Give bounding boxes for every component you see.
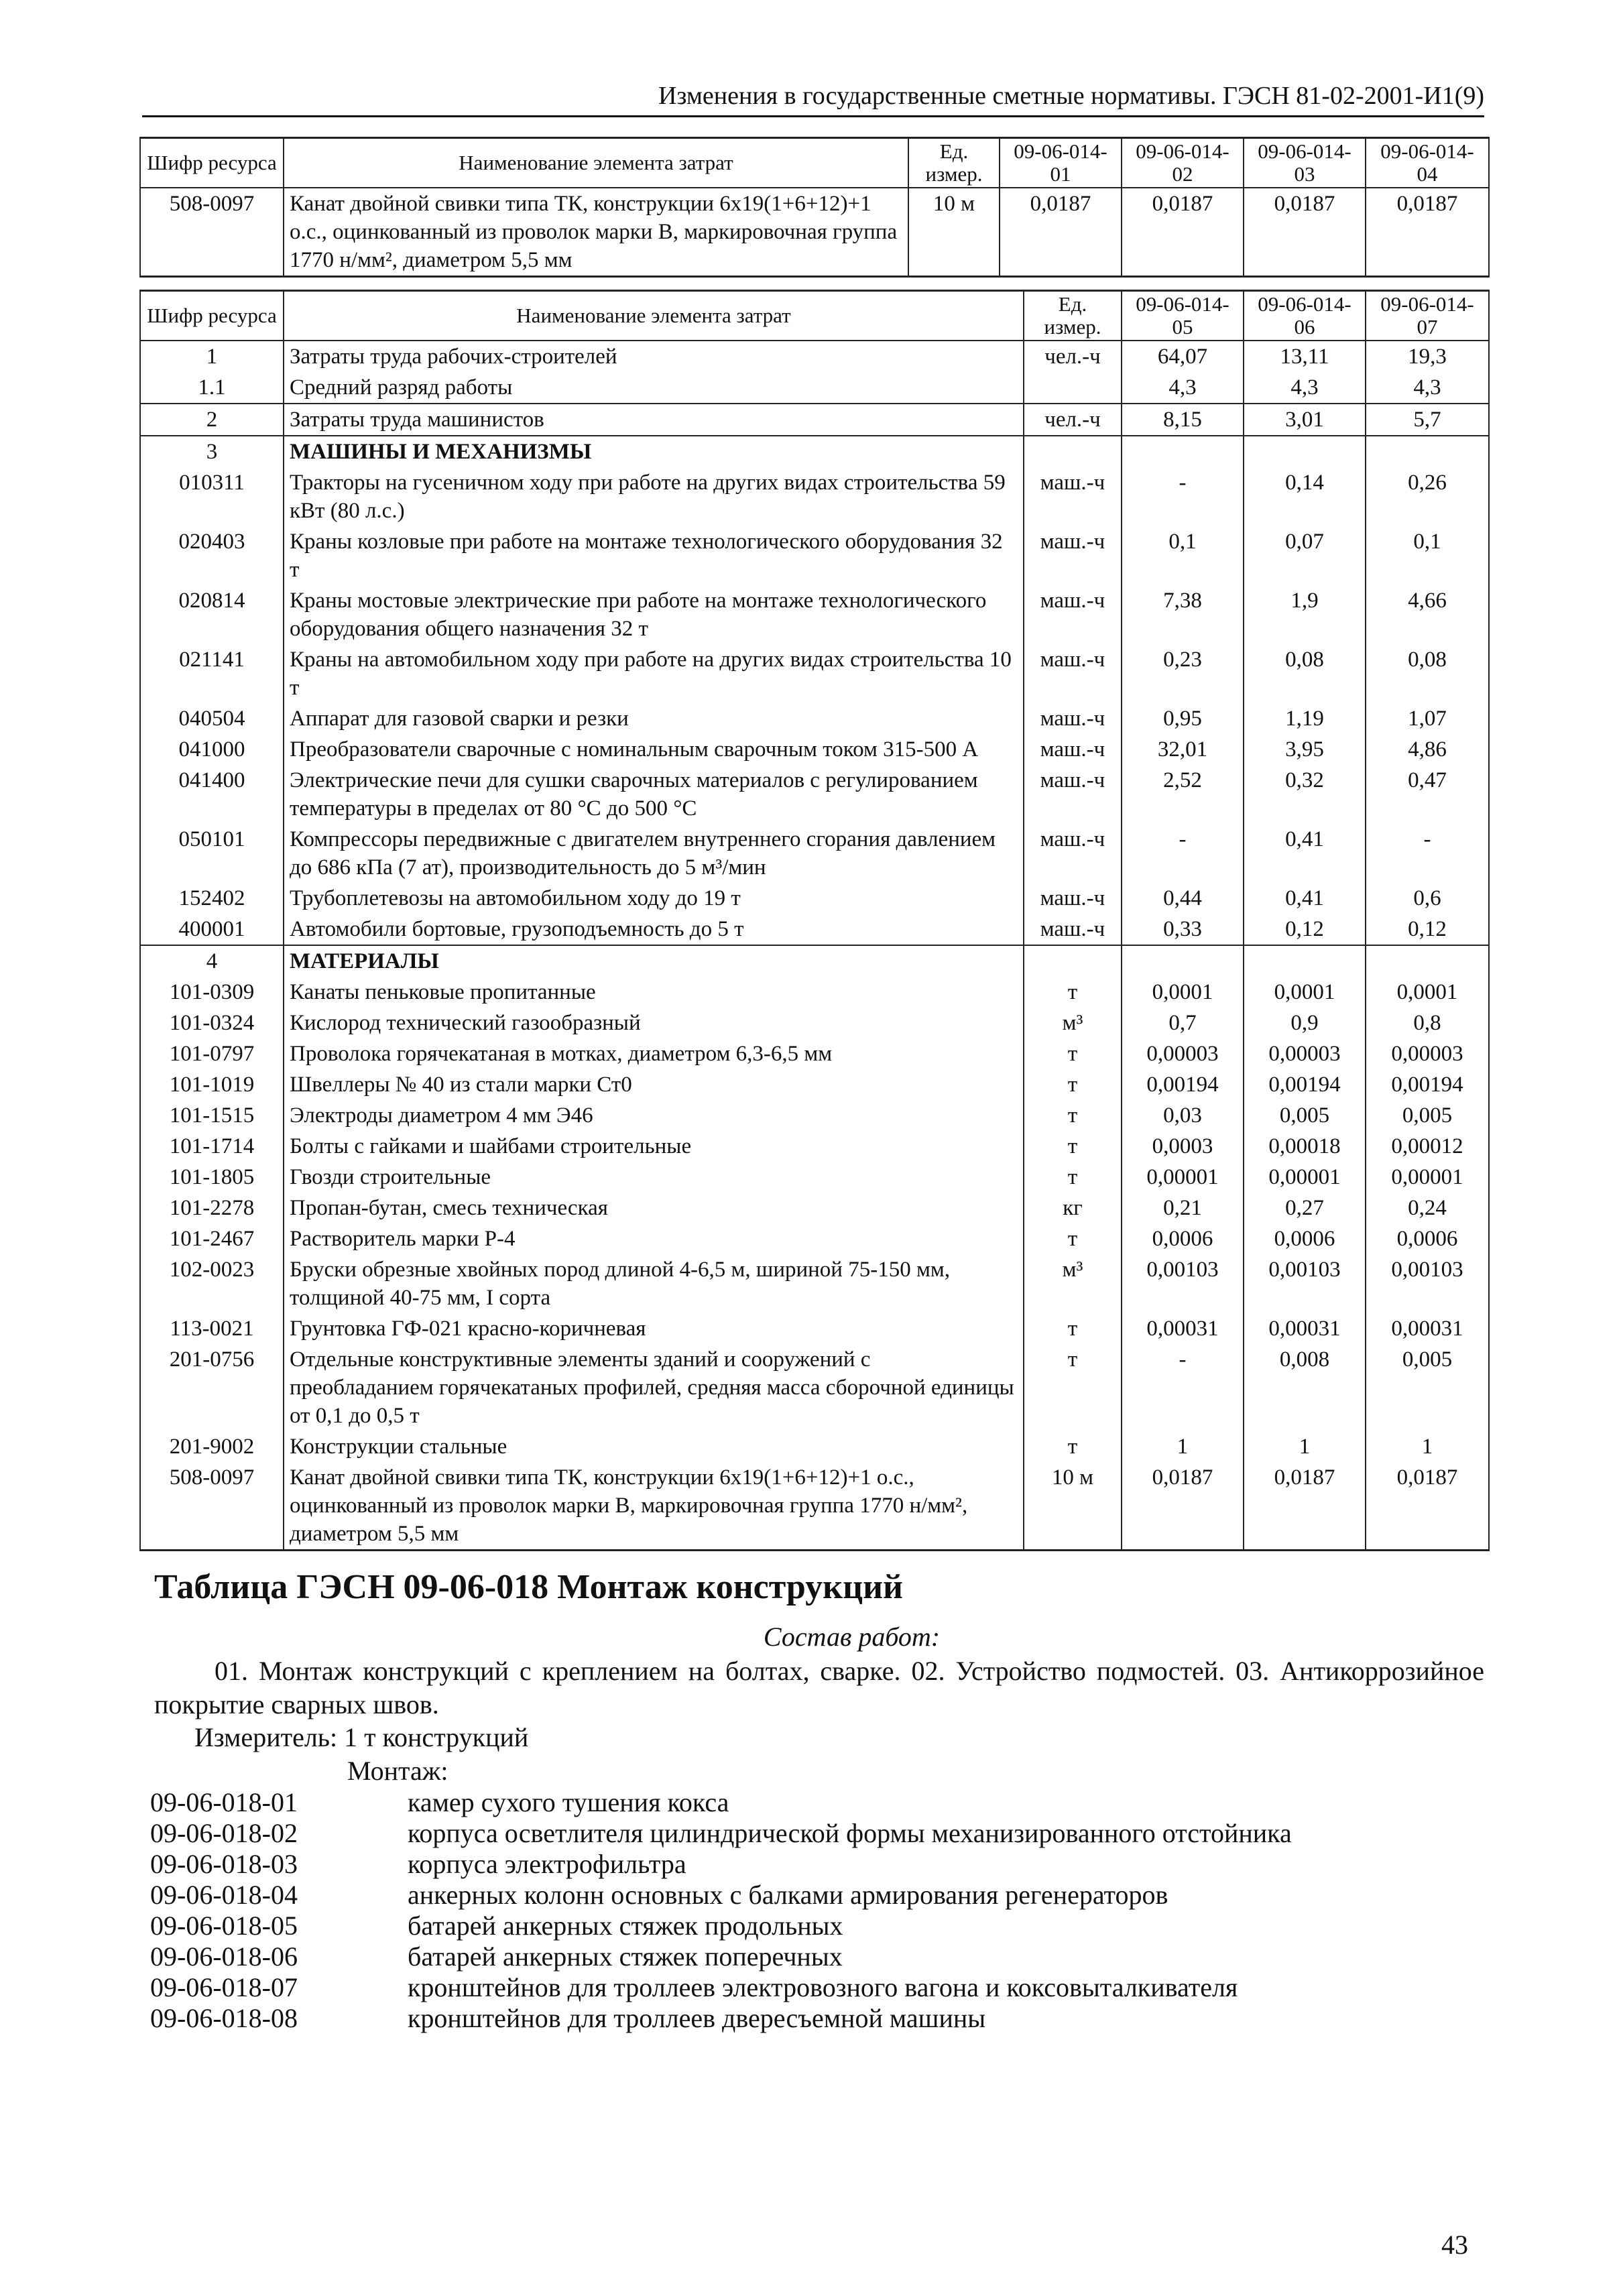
cell-unit: маш.-ч	[1024, 644, 1122, 703]
cell-unit: маш.-ч	[1024, 526, 1122, 585]
table-row	[140, 1431, 1489, 1462]
list-item	[150, 2003, 1292, 2034]
cell-value: 64,07	[1122, 341, 1244, 372]
item-text: кронштейнов для троллеев электровозного вагона и коксовыталкивателя	[408, 1972, 1238, 2002]
cell-value: 0,0187	[1244, 188, 1366, 277]
cell-value: 4,3	[1122, 372, 1244, 404]
cell-name: Аппарат для газовой сварки и резки	[284, 703, 1024, 734]
cell-code: 201-9002	[140, 1431, 284, 1462]
cell-value: 0,0006	[1122, 1223, 1244, 1254]
cell-value: 0,00194	[1122, 1069, 1244, 1100]
cell-name: МАТЕРИАЛЫ	[284, 945, 1024, 977]
cell-code: 3	[140, 436, 284, 467]
cell-value: 0,00001	[1366, 1162, 1489, 1193]
item-text: камер сухого тушения кокса	[408, 1787, 729, 1817]
item-text: анкерных колонн основных с балками армирования регенераторов	[408, 1880, 1168, 1910]
cell-unit: т	[1024, 977, 1122, 1008]
cell-code: 101-0309	[140, 977, 284, 1008]
header-name: Наименование элемента затрат	[284, 138, 908, 188]
table-row	[140, 188, 1489, 277]
cell-value: 0,9	[1244, 1008, 1366, 1038]
cell-value: 0,005	[1244, 1100, 1366, 1131]
cell-code: 101-0324	[140, 1008, 284, 1038]
cell-name: Средний разряд работы	[284, 372, 1024, 404]
cell-unit: маш.-ч	[1024, 467, 1122, 526]
cell-name: Краны козловые при работе на монтаже технологического оборудования 32 т	[284, 526, 1024, 585]
cell-value: 0,7	[1122, 1008, 1244, 1038]
cell-value: 0,12	[1366, 914, 1489, 945]
cell-code: 021141	[140, 644, 284, 703]
cell-value: 0,00018	[1244, 1131, 1366, 1162]
list-item	[150, 1849, 1292, 1880]
cell-value: 19,3	[1366, 341, 1489, 372]
cell-name: Конструкции стальные	[284, 1431, 1024, 1462]
page-number: 43	[1441, 2230, 1468, 2260]
cell-code: 201-0756	[140, 1344, 284, 1431]
cell-value: 0,6	[1366, 883, 1489, 914]
table-row	[140, 977, 1489, 1008]
table-row	[140, 1223, 1489, 1254]
table-row	[140, 1069, 1489, 1100]
cell-code: 101-1805	[140, 1162, 284, 1193]
header-col-3: 09-06-014-03	[1244, 138, 1366, 188]
table-row	[140, 914, 1489, 945]
cell-value: -	[1122, 467, 1244, 526]
cell-value	[1122, 945, 1244, 977]
table-row	[140, 734, 1489, 765]
cell-name: Автомобили бортовые, грузоподъемность до 5 т	[284, 914, 1024, 945]
header-col-2: 09-06-014-02	[1122, 138, 1244, 188]
cell-value: 0,00194	[1244, 1069, 1366, 1100]
header-col-7: 09-06-014-07	[1366, 291, 1489, 341]
cell-value: 0,44	[1122, 883, 1244, 914]
cell-value: 0,00003	[1122, 1038, 1244, 1069]
header-col-1: 09-06-014-01	[1000, 138, 1122, 188]
cell-code: 020814	[140, 585, 284, 644]
table-row	[140, 1100, 1489, 1131]
section-title: Таблица ГЭСН 09-06-018 Монтаж конструкций	[154, 1568, 903, 1606]
cell-value: 0,24	[1366, 1193, 1489, 1223]
cell-value: 0,0003	[1122, 1131, 1244, 1162]
cell-unit: маш.-ч	[1024, 824, 1122, 883]
item-text: корпуса осветлителя цилиндрической формы механизированного отстойника	[408, 1818, 1292, 1848]
section-subtitle: Состав работ:	[763, 1622, 941, 1652]
work-composition: 01. Монтаж конструкций с креплением на болтах, сварке. 02. Устройство подмостей. 03. Антикоррозийное покрытие сварных швов.	[154, 1656, 1484, 1719]
cell-unit: т	[1024, 1131, 1122, 1162]
cell-name: Грунтовка ГФ-021 красно-коричневая	[284, 1313, 1024, 1344]
cell-value: 3,95	[1244, 734, 1366, 765]
cell-unit: чел.-ч	[1024, 404, 1122, 436]
cell-value: 0,0001	[1244, 977, 1366, 1008]
cell-code: 101-1515	[140, 1100, 284, 1131]
list-item	[150, 1880, 1292, 1911]
cell-value: 0,21	[1122, 1193, 1244, 1223]
cell-value: 1	[1366, 1431, 1489, 1462]
cell-code: 041000	[140, 734, 284, 765]
cell-name: Тракторы на гусеничном ходу при работе на других видах строительства 59 кВт (80 л.с.)	[284, 467, 1024, 526]
cell-value: 0,0187	[1366, 188, 1489, 277]
cell-value: 2,52	[1122, 765, 1244, 824]
cell-value: 0,0001	[1122, 977, 1244, 1008]
cell-value	[1244, 436, 1366, 467]
cell-value: 0,0187	[1244, 1462, 1366, 1551]
norm-list	[150, 1787, 1292, 2034]
item-code: 09-06-018-08	[150, 2003, 298, 2033]
cell-code: 4	[140, 945, 284, 977]
cell-unit	[1024, 436, 1122, 467]
cell-code: 101-1714	[140, 1131, 284, 1162]
table-row	[140, 1254, 1489, 1313]
cell-value	[1244, 945, 1366, 977]
cell-value: 0,0006	[1244, 1223, 1366, 1254]
cell-unit: маш.-ч	[1024, 703, 1122, 734]
cell-value: 0,00001	[1244, 1162, 1366, 1193]
cell-code: 113-0021	[140, 1313, 284, 1344]
cell-value: 0,005	[1366, 1100, 1489, 1131]
item-code: 09-06-018-06	[150, 1941, 298, 1972]
list-item	[150, 1911, 1292, 1941]
cell-code: 152402	[140, 883, 284, 914]
cell-code: 102-0023	[140, 1254, 284, 1313]
cell-code: 041400	[140, 765, 284, 824]
cell-value: 4,3	[1366, 372, 1489, 404]
cell-unit: м³	[1024, 1254, 1122, 1313]
header-unit: Ед. измер.	[1024, 291, 1122, 341]
cell-unit: т	[1024, 1223, 1122, 1254]
cell-unit: т	[1024, 1344, 1122, 1431]
cell-value: 0,33	[1122, 914, 1244, 945]
cell-value: 1,19	[1244, 703, 1366, 734]
cell-value: 1,9	[1244, 585, 1366, 644]
table-row	[140, 703, 1489, 734]
table-row	[140, 526, 1489, 585]
table-row	[140, 765, 1489, 824]
cell-value: 0,00031	[1244, 1313, 1366, 1344]
cell-value: 0,95	[1122, 703, 1244, 734]
list-item	[150, 1818, 1292, 1849]
header-code: Шифр ресурса	[140, 291, 284, 341]
cell-value: 0,00031	[1122, 1313, 1244, 1344]
cell-name: Болты с гайками и шайбами строительные	[284, 1131, 1024, 1162]
cell-value: 0,00031	[1366, 1313, 1489, 1344]
header-unit: Ед. измер.	[908, 138, 1000, 188]
cell-value: 0,00103	[1244, 1254, 1366, 1313]
cell-unit: маш.-ч	[1024, 585, 1122, 644]
cell-name: Электрические печи для сушки сварочных материалов с регулированием температуры в пределах от 80 °С до 500 °С	[284, 765, 1024, 824]
cell-name: Краны мостовые электрические при работе на монтаже технологического оборудования общего назначения 32 т	[284, 585, 1024, 644]
cell-value: 0,00103	[1122, 1254, 1244, 1313]
cell-unit: маш.-ч	[1024, 914, 1122, 945]
cell-code: 101-1019	[140, 1069, 284, 1100]
cell-name: Кислород технический газообразный	[284, 1008, 1024, 1038]
table-row	[140, 1462, 1489, 1551]
cell-value: -	[1122, 824, 1244, 883]
cell-value: 0,8	[1366, 1008, 1489, 1038]
cell-code: 508-0097	[140, 188, 284, 277]
cell-value: 0,14	[1244, 467, 1366, 526]
table-row	[140, 883, 1489, 914]
cell-name: Пропан-бутан, смесь техническая	[284, 1193, 1024, 1223]
cell-value: 0,41	[1244, 824, 1366, 883]
cell-unit: м³	[1024, 1008, 1122, 1038]
cell-value: -	[1366, 824, 1489, 883]
cell-value: 0,008	[1244, 1344, 1366, 1431]
cell-value	[1122, 436, 1244, 467]
cell-value: 0,00012	[1366, 1131, 1489, 1162]
table-row	[140, 585, 1489, 644]
cell-name: Бруски обрезные хвойных пород длиной 4-6,5 м, шириной 75-150 мм, толщиной 40-75 мм, I сорта	[284, 1254, 1024, 1313]
header-name: Наименование элемента затрат	[284, 291, 1024, 341]
table-row	[140, 341, 1489, 372]
cell-value: 0,27	[1244, 1193, 1366, 1223]
table-row	[140, 1131, 1489, 1162]
cell-code: 101-2278	[140, 1193, 284, 1223]
cell-unit: т	[1024, 1313, 1122, 1344]
cell-code: 400001	[140, 914, 284, 945]
table-row	[140, 1008, 1489, 1038]
cell-value: 0,00003	[1366, 1038, 1489, 1069]
cell-unit: 10 м	[1024, 1462, 1122, 1551]
table-row	[140, 945, 1489, 977]
cell-unit	[1024, 945, 1122, 977]
item-code: 09-06-018-03	[150, 1849, 298, 1879]
table-row	[140, 1313, 1489, 1344]
table-row	[140, 372, 1489, 404]
cell-unit: 10 м	[908, 188, 1000, 277]
cell-name: Гвозди строительные	[284, 1162, 1024, 1193]
header-col-4: 09-06-014-04	[1366, 138, 1489, 188]
cell-name: Электроды диаметром 4 мм Э46	[284, 1100, 1024, 1131]
table-row	[140, 404, 1489, 436]
item-text: батарей анкерных стяжек поперечных	[408, 1941, 843, 1972]
cell-value: 0,08	[1244, 644, 1366, 703]
cell-value: 7,38	[1122, 585, 1244, 644]
cell-value: 0,00194	[1366, 1069, 1489, 1100]
cell-value: 0,0187	[1000, 188, 1122, 277]
cell-value	[1366, 945, 1489, 977]
cell-name: Проволока горячекатаная в мотках, диаметром 6,3-6,5 мм	[284, 1038, 1024, 1069]
cell-code: 101-0797	[140, 1038, 284, 1069]
cell-value: 1	[1122, 1431, 1244, 1462]
list-item	[150, 1787, 1292, 1818]
list-item	[150, 1972, 1292, 2003]
cell-name: Растворитель марки Р-4	[284, 1223, 1024, 1254]
cell-value: 0,0001	[1366, 977, 1489, 1008]
cell-value: 0,0187	[1122, 188, 1244, 277]
item-code: 09-06-018-02	[150, 1818, 298, 1848]
cell-name: Затраты труда рабочих-строителей	[284, 341, 1024, 372]
cell-name: Трубоплетевозы на автомобильном ходу до 19 т	[284, 883, 1024, 914]
table-row	[140, 824, 1489, 883]
cell-value	[1366, 436, 1489, 467]
cell-name: Швеллеры № 40 из стали марки Ст0	[284, 1069, 1024, 1100]
cell-name: Краны на автомобильном ходу при работе на других видах строительства 10 т	[284, 644, 1024, 703]
cell-unit	[1024, 372, 1122, 404]
cell-unit: т	[1024, 1069, 1122, 1100]
cell-value: 0,26	[1366, 467, 1489, 526]
cell-code: 040504	[140, 703, 284, 734]
cell-value: 0,12	[1244, 914, 1366, 945]
cell-code: 020403	[140, 526, 284, 585]
cell-value: 0,005	[1366, 1344, 1489, 1431]
cell-value: 0,32	[1244, 765, 1366, 824]
cell-unit: маш.-ч	[1024, 734, 1122, 765]
cell-unit: маш.-ч	[1024, 883, 1122, 914]
table-body	[140, 341, 1489, 1551]
cell-unit: маш.-ч	[1024, 765, 1122, 824]
cell-code: 508-0097	[140, 1462, 284, 1551]
list-item	[150, 1941, 1292, 1972]
item-code: 09-06-018-05	[150, 1911, 298, 1941]
table-row	[140, 467, 1489, 526]
cell-value: 5,7	[1366, 404, 1489, 436]
cell-unit: чел.-ч	[1024, 341, 1122, 372]
cell-code: 1.1	[140, 372, 284, 404]
cell-value: 32,01	[1122, 734, 1244, 765]
header-col-6: 09-06-014-06	[1244, 291, 1366, 341]
cell-value: 0,00103	[1366, 1254, 1489, 1313]
cell-name: Преобразователи сварочные с номинальным сварочным током 315-500 А	[284, 734, 1024, 765]
cell-name: Компрессоры передвижные с двигателем внутреннего сгорания давлением до 686 кПа (7 ат), производительность до 5 м³/мин	[284, 824, 1024, 883]
cell-value: 0,00003	[1244, 1038, 1366, 1069]
cell-value: 0,1	[1366, 526, 1489, 585]
item-text: кронштейнов для троллеев двересъемной машины	[408, 2003, 986, 2033]
cell-name: Канат двойной свивки типа ТК, конструкции 6x19(1+6+12)+1 о.с., оцинкованный из проволок марки В, маркировочная группа 1770 н/мм², диаметром 5,5 мм	[284, 188, 908, 277]
cell-value: 3,01	[1244, 404, 1366, 436]
table-row	[140, 436, 1489, 467]
cell-value: 4,86	[1366, 734, 1489, 765]
cell-value: 1,07	[1366, 703, 1489, 734]
cell-value: 4,66	[1366, 585, 1489, 644]
cell-value: 0,00001	[1122, 1162, 1244, 1193]
cell-value: 0,1	[1122, 526, 1244, 585]
cell-value: 0,08	[1366, 644, 1489, 703]
resource-table-2	[139, 290, 1490, 1551]
cell-unit: т	[1024, 1162, 1122, 1193]
measure-unit: Измеритель: 1 т конструкций	[194, 1722, 529, 1752]
item-text: корпуса электрофильтра	[408, 1849, 686, 1879]
montazh-label: Монтаж:	[347, 1756, 448, 1786]
item-code: 09-06-018-07	[150, 1972, 298, 2002]
item-code: 09-06-018-01	[150, 1787, 298, 1817]
cell-name: Канат двойной свивки типа ТК, конструкции 6x19(1+6+12)+1 о.с., оцинкованный из проволок марки В, маркировочная группа 1770 н/мм², диаметром 5,5 мм	[284, 1462, 1024, 1551]
cell-code: 050101	[140, 824, 284, 883]
table-row	[140, 1162, 1489, 1193]
header-code: Шифр ресурса	[140, 138, 284, 188]
cell-value: 0,47	[1366, 765, 1489, 824]
item-text: батарей анкерных стяжек продольных	[408, 1911, 843, 1941]
table-row	[140, 644, 1489, 703]
table-row	[140, 1038, 1489, 1069]
cell-code: 2	[140, 404, 284, 436]
table-row	[140, 1193, 1489, 1223]
cell-value: 4,3	[1244, 372, 1366, 404]
table-row	[140, 1344, 1489, 1431]
cell-value: 0,0187	[1366, 1462, 1489, 1551]
cell-unit: т	[1024, 1100, 1122, 1131]
cell-value: 0,03	[1122, 1100, 1244, 1131]
cell-code: 1	[140, 341, 284, 372]
resource-table-1	[139, 137, 1490, 278]
cell-value: 0,0006	[1366, 1223, 1489, 1254]
cell-value: 0,41	[1244, 883, 1366, 914]
cell-value: 8,15	[1122, 404, 1244, 436]
cell-value: 0,0187	[1122, 1462, 1244, 1551]
item-code: 09-06-018-04	[150, 1880, 298, 1910]
cell-name: МАШИНЫ И МЕХАНИЗМЫ	[284, 436, 1024, 467]
cell-value: 13,11	[1244, 341, 1366, 372]
cell-name: Канаты пеньковые пропитанные	[284, 977, 1024, 1008]
running-header: Изменения в государственные сметные нормативы. ГЭСН 81-02-2001-И1(9)	[142, 76, 1484, 117]
cell-name: Отдельные конструктивные элементы зданий и сооружений с преобладанием горячекатаных профилей, средняя масса сборочной единицы от 0,1 до 0,5 т	[284, 1344, 1024, 1431]
cell-code: 101-2467	[140, 1223, 284, 1254]
cell-unit: кг	[1024, 1193, 1122, 1223]
cell-value: 1	[1244, 1431, 1366, 1462]
cell-value: 0,23	[1122, 644, 1244, 703]
cell-value: 0,07	[1244, 526, 1366, 585]
cell-name: Затраты труда машинистов	[284, 404, 1024, 436]
cell-unit: т	[1024, 1038, 1122, 1069]
header-col-5: 09-06-014-05	[1122, 291, 1244, 341]
cell-value: -	[1122, 1344, 1244, 1431]
cell-code: 010311	[140, 467, 284, 526]
cell-unit: т	[1024, 1431, 1122, 1462]
